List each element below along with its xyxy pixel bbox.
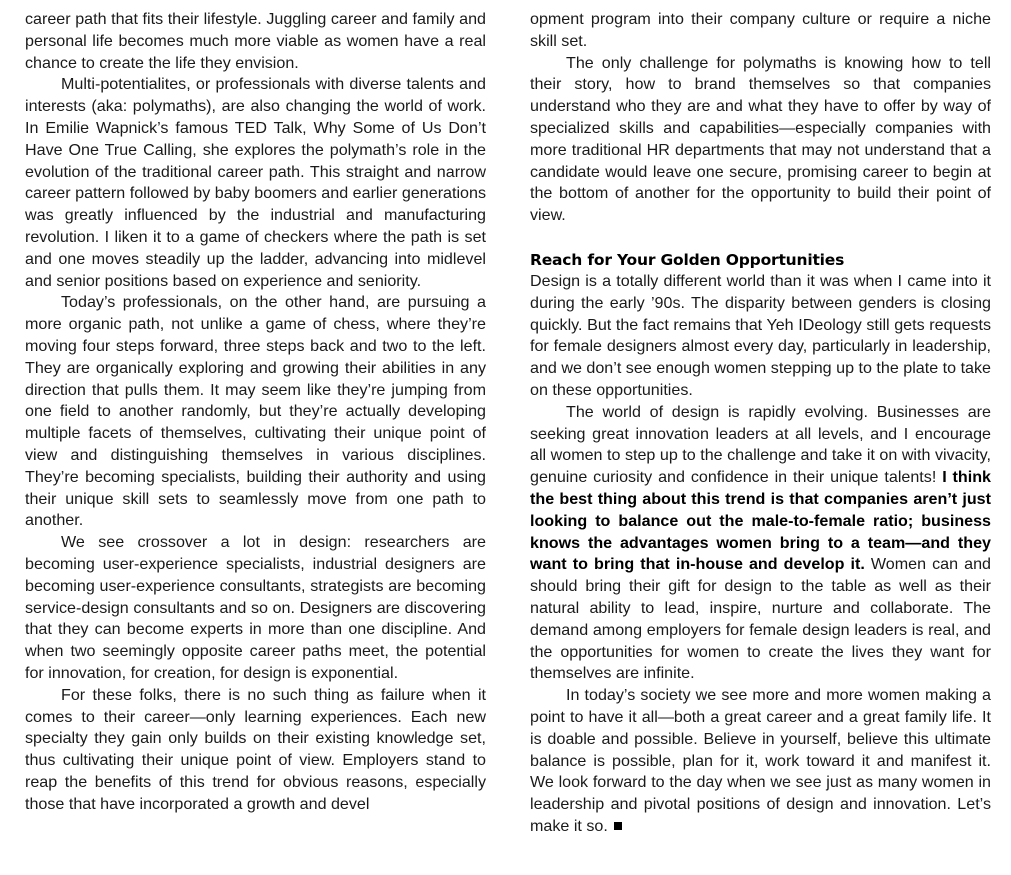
paragraph: opment program into their company culture or require a niche skill set. [530,10,991,50]
emphasized-text: I think the best thing about this trend is that companies aren’t just looking to balance out the male-to-female ratio; business knows the advantages women bring to a team—and they want to bring that in-house and develop it. [530,468,991,574]
closing-text: In today’s society we see more and more women making a point to have it all—both a great career and a great family life. It is doable and possible. Believe in yourself, believe this ultimate balance is possible, plan for it, work toward it and manifest it. We look forward to the day when we see just as many women in leadership and pivotal positions of design and innovation. Let’s make it so. [530,686,991,835]
paragraph: Design is a totally different world than it was when I came into it during the early ’90s. The disparity between genders is closing quickly. But the fact remains that Yeh IDeology still gets requests for female designers almost every day, particularly in leadership, and we don’t see enough women stepping up to the plate to take on these opportunities. [530,271,991,399]
paragraph-tail: Women can and should bring their gift for design to the table as well as their natural ability to lead, inspire, nurture and collaborate. The demand among employers for female design leaders is real, and the opportunities for women to create the lives they want for themselves are infinite. [530,555,991,683]
paragraph: Today’s professionals, on the other hand, are pursuing a more organic path, not unlike a game of chess, where they’re moving four steps forward, three steps back and two to the left. They are organically exploring and growing their abilities in any direction that pulls them. It may seem like they’re jumping from one field to another randomly, but they’re actually developing multiple facets of themselves, cultivating their unique point of view and distinguishing themselves in various disciplines. They’re becoming specialists, building their authority and using their unique skill sets to seamlessly move from one path to another. [25,293,486,530]
left-column [25,9,486,815]
closing-paragraph [530,685,991,838]
paragraph: For these folks, there is no such thing as failure when it comes to their career—only learning experiences. Each new specialty they gain only builds on their existing knowledge set, thus cultivating their unique point of view. Employers stand to reap the benefits of this trend for obvious reasons, especially those that have incorporated a growth and devel [25,685,486,813]
right-column [530,9,991,838]
paragraph: We see crossover a lot in design: researchers are becoming user-experience specialists, industrial designers are becoming user-experience consultants, strategists are becoming service-design consultants and so on. Designers are discovering that they can become experts in more than one discipline. And when two seemingly opposite career paths meet, the potential for innovation, for creation, for design is exponential. [25,533,486,682]
paragraph-lead: The world of design is rapidly evolving. Businesses are seeking great innovation leaders at all levels, and I encourage all women to step up to the challenge and take it on with vivacity, genuine curiosity and confidence in their unique talents! [530,402,991,487]
paragraph: career path that fits their lifestyle. Juggling career and family and personal life becomes much more viable as women have a real chance to create the life they envision. [25,10,486,72]
end-of-article-square-icon [614,822,622,830]
section-spacer [530,227,991,249]
paragraph: The only challenge for polymaths is knowing how to tell their story, how to brand themselves so that companies understand who they are and what they have to offer by way of specialized skills and capabilities—especially companies with more traditional HR departments that may not understand that a candidate would leave one secure, promising career to begin at the bottom of another for the opportunity to build their point of view. [530,53,991,225]
paragraph-with-emphasis [530,402,991,685]
section-heading: Reach for Your Golden Opportunities [530,250,845,269]
paragraph: Multi-potentialites, or professionals with diverse talents and interests (aka: polymaths), are also changing the world of work. In Emilie Wapnick’s famous TED Talk, Why Some of Us Don’t Have One True Calling, she explores the polymath’s role in the evolution of the traditional career path. This straight and narrow career pattern followed by baby boomers and earlier generations was greatly influenced by the industrial and manufacturing revolution. I liken it to a game of checkers where the path is set and one moves steadily up the ladder, advancing into midlevel and senior positions based on experience and seniority. [25,75,486,290]
